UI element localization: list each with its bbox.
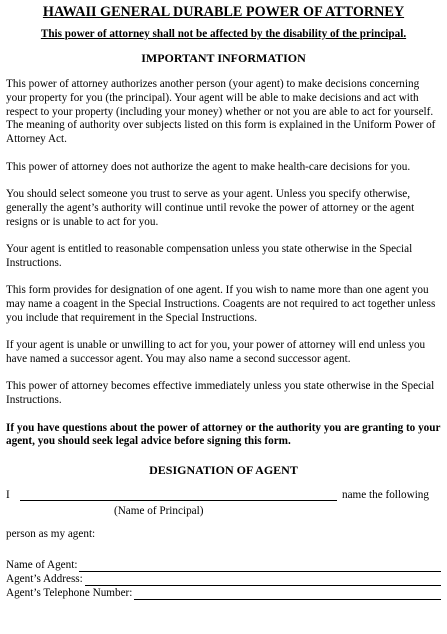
agent-address-label: Agent’s Address: [6,572,83,585]
principal-name-caption: (Name of Principal) [114,504,204,517]
agent-telephone-blank[interactable] [134,588,441,600]
paragraph-health-care: This power of attorney does not authorize the agent to make health-care decisions for you. [6,160,411,173]
paragraph-effective: This power of attorney becomes effective immediately unless you state otherwise in the Special Instructions. [6,380,435,407]
paragraph-coagent: This form provides for designation of one agent. If you wish to name more than one agent you may name a coagent in the Special Instructions. Coagents are not required to act together unless you include that requirement in the Special Instructions. [6,284,436,324]
agent-intro-text: person as my agent: [6,527,96,540]
agent-address-field [6,573,441,586]
principal-lead-text: I [6,488,10,501]
legal-advice-notice: If you have questions about the power of attorney or the authority you are granting to your agent, you should seek legal advice before signing this form. [6,421,441,448]
agent-name-field [6,559,441,572]
document-subtitle: This power of attorney shall not be affected by the disability of the principal. [40,28,407,40]
document-title: HAWAII GENERAL DURABLE POWER OF ATTORNEY [42,4,405,20]
principal-name-blank[interactable] [20,500,337,501]
paragraph-authorization: This power of attorney authorizes another person (your agent) to make decisions concerning your property for you (the principal). Your agent will be able to make decisions and act with respect to your property (including your money) whether or not you are able to act for yourself. The meaning of authority over subjects listed on this form is explained in the Uniform Power of Attorney Act. [6,78,436,146]
agent-address-blank[interactable] [85,574,441,586]
important-information-heading: IMPORTANT INFORMATION [141,51,306,65]
agent-name-blank[interactable] [79,560,441,572]
paragraph-successor-agent: If your agent is unable or unwilling to act for you, your power of attorney will end unless you have named a successor agent. You may also name a second successor agent. [6,339,426,365]
designation-of-agent-heading: DESIGNATION OF AGENT [149,462,298,477]
paragraph-select-agent: You should select someone you trust to serve as your agent. Unless you specify otherwise, generally the agent’s authority will continue until revoke the power of attorney or the agent resigns or is unable to act for you. [6,187,415,228]
agent-telephone-label: Agent’s Telephone Number: [6,586,133,599]
principal-name-line [6,489,441,503]
principal-trail-text: name the following [342,488,429,501]
agent-name-label: Name of Agent: [6,558,78,571]
agent-telephone-field [6,587,441,600]
paragraph-compensation: Your agent is entitled to reasonable compensation unless you state otherwise in the Special Instructions. [6,242,413,269]
